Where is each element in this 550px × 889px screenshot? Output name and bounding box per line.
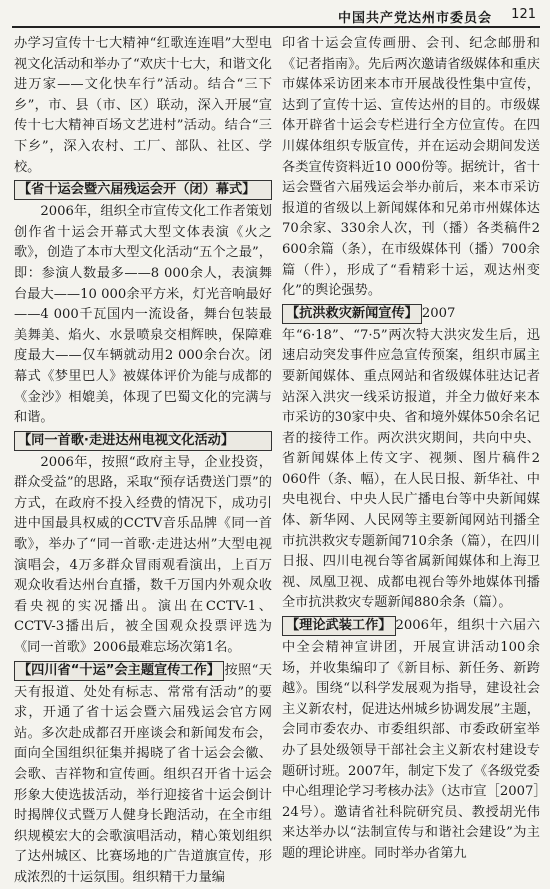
left-column	[14, 34, 272, 885]
right-column	[282, 34, 540, 861]
section-heading-same-song: 【同一首歌·走进达州电视文化活动】	[14, 431, 272, 451]
publication-title: 中国共产党达州市委员会	[337, 11, 492, 26]
page-header	[0, 0, 550, 30]
section-heading-flood-news: 【抗洪救灾新闻宣传】	[282, 304, 422, 324]
paragraph-games-publicity	[14, 659, 272, 889]
paragraph-games-publicity-text: 按照“天天有报道、处处有标志、常常有活动”的要求，开通了省十运会暨六届残运会官方网站。多次赴成都召开座谈会和新闻发布会，面向全国组织征集并揭晓了省十运会会徽、会歌、吉祥物和宣传画。组织召开省十运会形象大使选拔活动，举行迎接省十运会倒计时揭牌仪式暨万人健身长跑活动，在全市组织规模宏大的会歌演唱活动，精心策划组织了达州城区、比赛场地的广告道旗宣传，形成浓烈的十运氛围。组织精干力量编	[14, 662, 272, 885]
paragraph-games-ceremony: 2006年，组织全市宣传文化工作者策划创作省十运会开幕式大型文体表演《火之歌》，创造了本市大型文化活动“五个之最”，即：参演人数最多——8 000余人，表演舞台最大——10 000余平方米，灯光音响最好——4 000千瓦国内一流设备，舞台包装最美舞美、焰火、水景喷泉交相辉映，保障难度最大——仅车辆就动用2 000余台次。闭幕式《梦里巴人》被媒体评价为能与成都的《金沙》相媲美，体现了巴蜀文化的完满与和谐。	[14, 204, 272, 426]
paragraph-flood-news	[282, 302, 540, 614]
paragraph-games-media: 印省十运会宣传画册、会刊、纪念邮册和《记者指南》。先后两次邀请省级媒体和重庆市媒体采访团来本市开展战役性集中宣传，达到了宣传十运、宣传达州的目的。市级媒体开辟省十运会专栏进行全方位宣传。在四川媒体组织专版宣传，并在运动会期间发送各类宣传资料近10 000份等。据统计，省十运会暨省六届残运会举办前后，来本市采访报道的省级以上新闻媒体和兄弟市州媒体达70余家、330余人次，刊（播）各类稿件2 600余篇（条），在市级媒体刊（播）700余篇（件），形成了“看精彩十运，观达州变化”的舆论强势。	[282, 36, 540, 299]
page-number: 121	[511, 7, 536, 22]
paragraph-theory-text: 2006年，组织十六届六中全会精神宣讲团，开展宣讲活动100余场，并收集编印了《新目标、新任务、新跨越》。围绕“以科学发展观为指导，建设社会主义新农村，促进达州城乡协调发展”主题，会同市委农办、市委组织部、市委政研室举办了县处级领导干部社会主义新农村建设专题研讨班。2007年，制定下发了《各级党委中心组理论学习考核办法》（达市宣［2007］24号）。邀请省社科院研究员、教授胡光伟来达举办以“法制宣传与和谐社会建设”为主题的理论讲座。同时举办省第九	[282, 618, 540, 861]
paragraph-flood-news-text: 2007年“6·18”、“7·5”两次特大洪灾发生后，迅速启动突发事件应急宣传预案，组织市属主要新闻媒体、重点网站和省级媒体驻达记者站深入洪灾一线采访报道，并全力做好来本市采访的30家中央、省和境外媒体50余名记者的接待工作。两次洪灾期间，共向中央、省新闻媒体上传文字、视频、图片稿件2 060件（条、幅），在人民日报、新华社、中央电视台、中央人民广播电台等中央新闻媒体、新华网、人民网等主要新闻网站刊播全市抗洪救灾专题新闻710余条（篇），在四川日报、四川电视台等省属新闻媒体和上海卫视、凤凰卫视、成都电视台等外地媒体刊播全市抗洪救灾专题新闻880余条（篇）。	[282, 305, 540, 611]
section-heading-games-ceremony: 【省十运会暨六届残运会开（闭）幕式】	[14, 180, 272, 200]
section-heading-games-publicity: 【四川省“十运”会主题宣传工作】	[14, 661, 224, 681]
paragraph-theory	[282, 614, 540, 865]
header-rule	[12, 26, 540, 28]
paragraph-same-song: 2006年，按照“政府主导，企业投资，群众受益”的思路，采取“预存话费送门票”的方式，在政府不投入经费的情况下，成功引进中国最具权威的CCTV音乐品牌《同一首歌》，举办了“同一首歌·走进达州”大型电视演唱会，4万多群众冒雨观看演出，上百万观众收看达州台直播，数千万国内外观众收看央视的实况播出。演出在CCTV-1、CCTV-3播出后，被全国观众投票评选为《同一首歌》2006最难忘场次第1名。	[14, 454, 272, 656]
section-heading-theory: 【理论武装工作】	[282, 616, 396, 636]
paragraph-culture-activities: 办学习宣传十七大精神“红歌连连唱”大型电视文化活动和举办了“欢庆十七大，和谐文化进万家——文化快车行”活动。结合“三下乡”，市、县（市、区）联动，深入开展“宣传十七大精神百场文艺进村”活动。结合“三下乡”，深入农村、工厂、部队、社区、学校。	[14, 36, 272, 175]
